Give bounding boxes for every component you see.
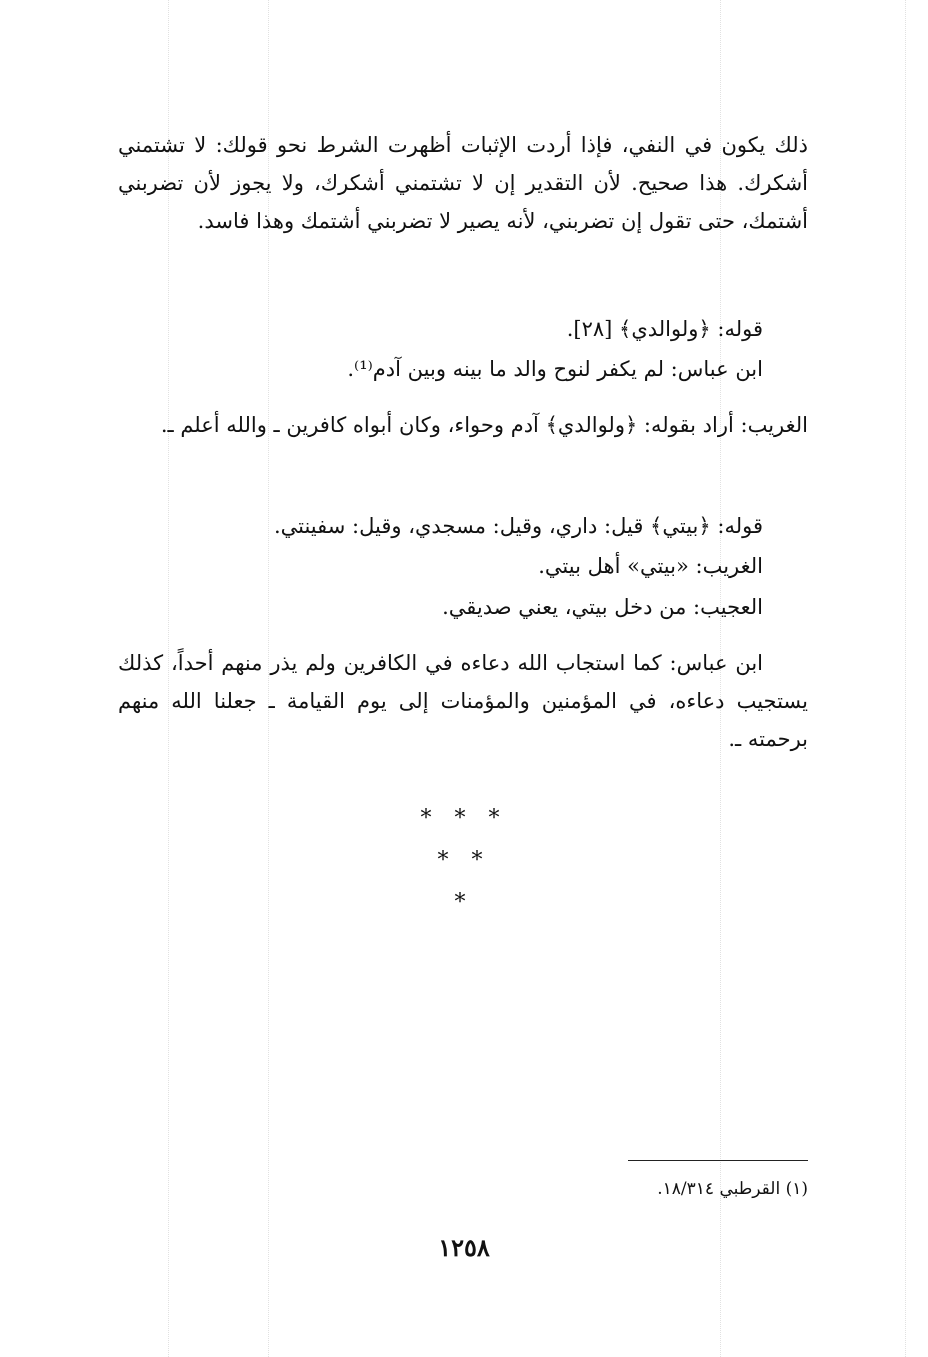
section-divider-row-1: * * *: [420, 806, 508, 831]
footnote: (١) القرطبي ١٨/٣١٤.: [657, 1179, 808, 1199]
gharib-comment-1: الغريب: أراد بقوله: ﴿ولوالدي﴾ آدم وحواء، وكان أبواه كافرين ـ والله أعلم ـ.: [160, 413, 808, 437]
gharib-comment-2: الغريب: «بيتي» أهل بيتي.: [538, 554, 763, 578]
scan-artifact-line: [905, 0, 906, 1357]
ibn-abbas-comment-1: ابن عباس: لم يكفر لنوح والد ما بينه وبين آدم⁽¹⁾.: [347, 357, 763, 381]
verse-quote-28: قوله: ﴿ولوالدي﴾ [٢٨].: [566, 317, 763, 341]
verse-quote-bayti: قوله: ﴿بيتي﴾ قيل: داري، وقيل: مسجدي، وقيل: سفينتي.: [273, 514, 763, 538]
ajib-comment: العجيب: من دخل بيتي، يعني صديقي.: [442, 595, 763, 619]
footnote-divider: [628, 1160, 808, 1161]
paragraph-intro: ذلك يكون في النفي، فإذا أردت الإثبات أظهرت الشرط نحو قولك: لا تشتمني أشكرك. هذا صحيح. لأن التقدير إن لا تشتمني أشكرك، ولا يجوز لأن تضربني أشتمك، حتى تقول إن تضربني، لأنه يصير لا تضربني أشتمك وهذا فاسد.: [118, 133, 808, 233]
paragraph-final: ابن عباس: كما استجاب الله دعاءه في الكافرين ولم يذر منهم أحداً، كذلك يستجيب دعاءه، في المؤمنين والمؤمنات إلى يوم القيامة ـ جعلنا الله منهم برحمته ـ.: [118, 651, 808, 751]
section-divider-row-2: * *: [437, 848, 491, 873]
section-divider-row-3: *: [454, 890, 474, 915]
page-number: ١٢٥٨: [438, 1233, 490, 1262]
